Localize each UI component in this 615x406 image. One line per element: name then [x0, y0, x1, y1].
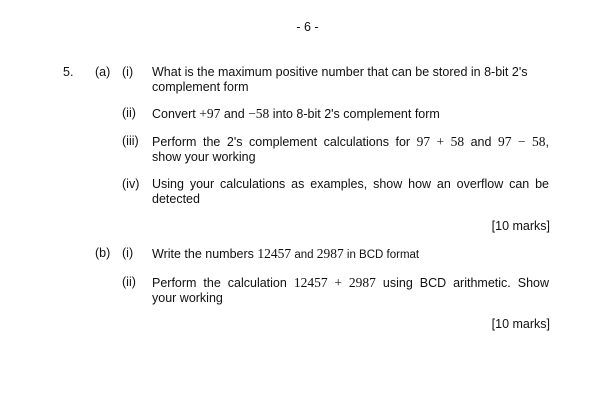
- item-b-ii-text: [152, 275, 549, 306]
- part-b-label: (b): [95, 246, 111, 260]
- item-b-ii-label: (ii): [122, 275, 136, 289]
- item-a-iv-line1: Using your calculations as examples, show how an overflow can be: [152, 177, 549, 191]
- item-a-ii-text: [152, 106, 552, 122]
- item-b-ii-prefix: Perform the calculation: [152, 276, 294, 290]
- item-b-i-suffix: in BCD format: [343, 249, 420, 261]
- item-a-iv-label: (iv): [122, 177, 140, 191]
- item-b-i-num1: 12457: [257, 246, 292, 261]
- item-b-ii-line1: [152, 275, 549, 291]
- item-b-i-label: (i): [122, 246, 134, 260]
- item-a-iv-text: [152, 177, 549, 207]
- item-a-iv-line2: detected: [152, 192, 200, 206]
- item-a-iii-line1: [152, 134, 549, 150]
- item-a-i-text: [152, 65, 552, 95]
- item-b-i-mid: and: [291, 249, 317, 261]
- page-number: - 6 -: [296, 20, 319, 34]
- item-b-ii-suffix: using BCD arithmetic. Show: [375, 276, 549, 290]
- item-a-i-label: (i): [122, 65, 134, 79]
- item-a-ii-prefix: Convert: [152, 107, 200, 121]
- item-a-ii-value2: −58: [248, 106, 270, 121]
- item-a-i-line2: complement form: [152, 80, 249, 94]
- item-a-iii-line2: show your working: [152, 150, 256, 164]
- item-a-iii-expr2: 97 − 58: [498, 134, 546, 149]
- item-b-ii-line2: your working: [152, 291, 223, 305]
- item-a-iii-prefix: Perform the 2's complement calculations for: [152, 135, 417, 149]
- item-b-i-num2: 2987: [316, 246, 344, 261]
- item-a-ii-value1: +97: [199, 106, 221, 121]
- part-b-marks: [10 marks]: [491, 317, 550, 331]
- item-a-iii-text: [152, 134, 549, 165]
- item-b-i-text: [152, 246, 552, 263]
- item-a-iii-suffix: ,: [545, 135, 549, 149]
- item-b-i-prefix: Write the numbers: [152, 247, 258, 261]
- item-a-ii-mid: and: [220, 107, 249, 121]
- item-a-iii-label: (iii): [122, 134, 139, 148]
- item-a-ii-label: (ii): [122, 106, 136, 120]
- item-a-i-line1: What is the maximum positive number that can be stored in 8-bit 2's: [152, 65, 528, 79]
- item-a-ii-suffix: into 8-bit 2's complement form: [269, 107, 440, 121]
- part-a-label: (a): [95, 65, 111, 79]
- item-a-iii-expr1: 97 + 58: [416, 134, 465, 149]
- question-number: 5.: [63, 65, 74, 79]
- part-a-marks: [10 marks]: [491, 219, 550, 233]
- item-b-ii-expr: 12457 + 2987: [293, 275, 376, 290]
- item-a-iii-mid: and: [464, 135, 498, 149]
